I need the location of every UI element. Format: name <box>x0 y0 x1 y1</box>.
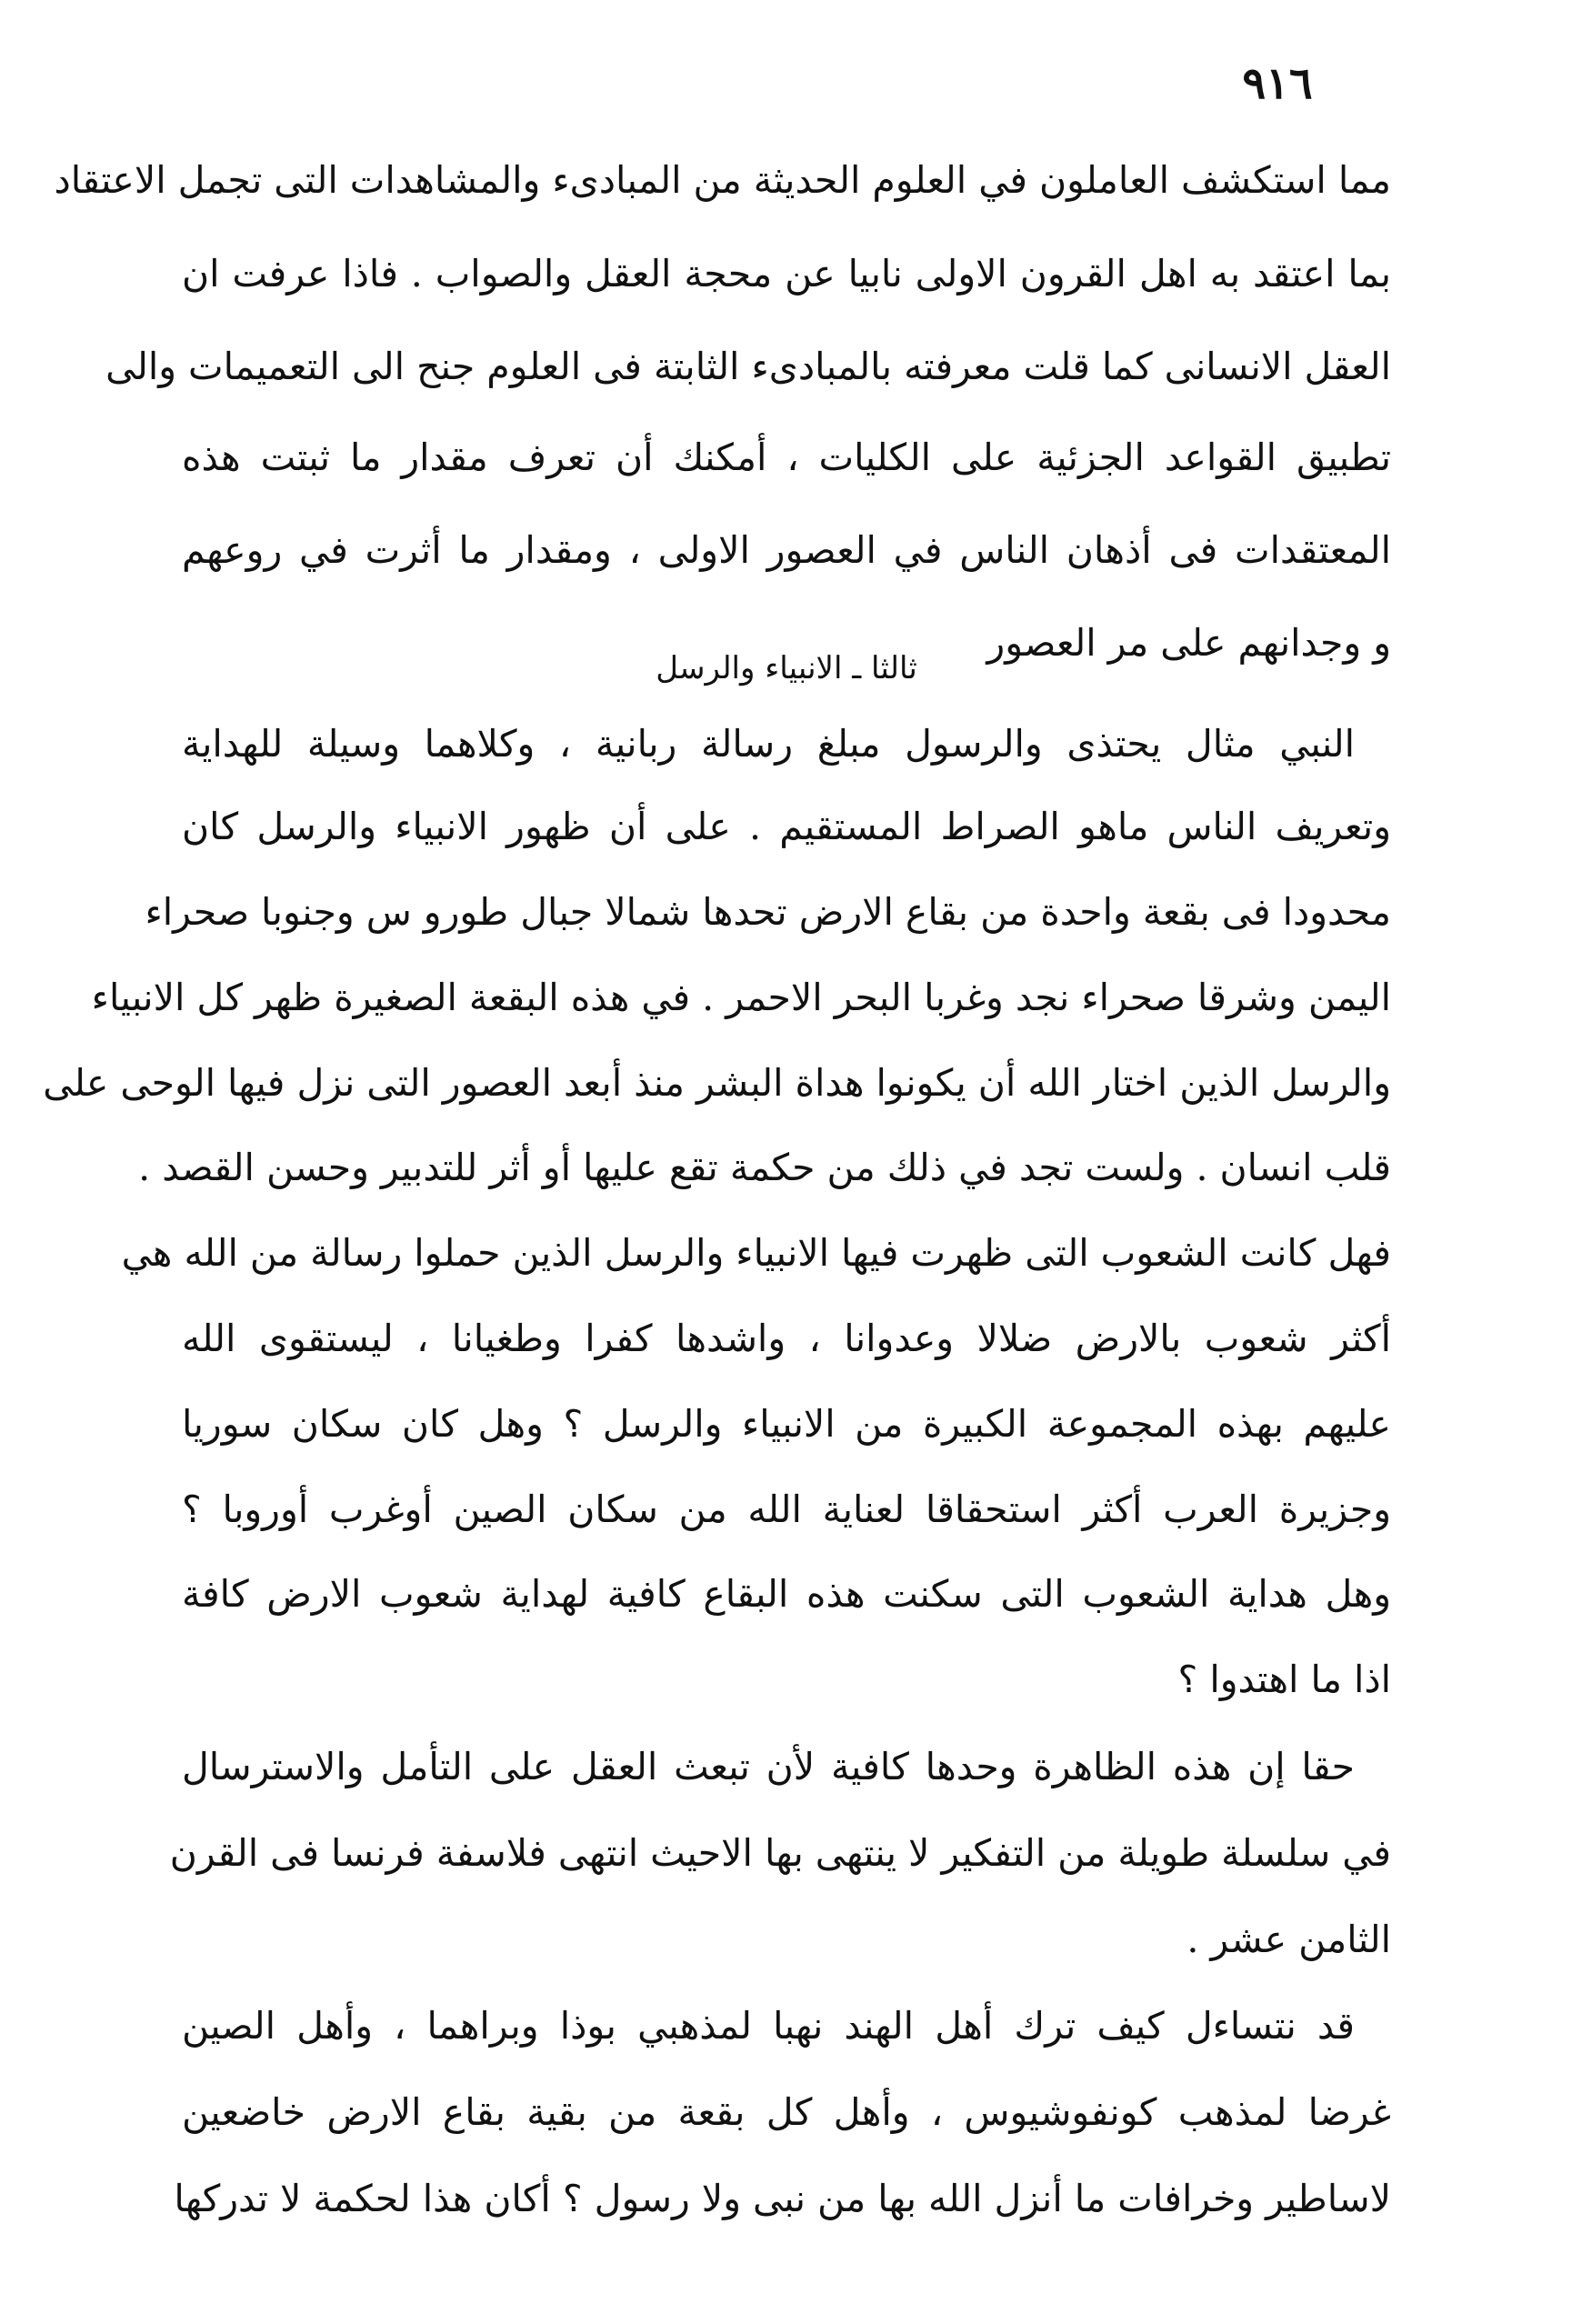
text-line: وجزيرة العرب أكثر استحقاقا لعناية الله من سكان الصين أوغرب أوروبا ؟ <box>182 1488 1391 1531</box>
text-line: قلب انسان . ولست تجد في ذلك من حكمة تقع عليها أو أثر للتدبير وحسن القصد . <box>138 1146 1391 1189</box>
text-line: العقل الانسانى كما قلت معرفته بالمبادىء الثابتة فى العلوم جنح الى التعميمات والى <box>105 345 1391 388</box>
text-line: و وجدانهم على مر العصور <box>986 621 1391 665</box>
text-line: لاساطير وخرافات ما أنزل الله بها من نبى ولا رسول ؟ أكان هذا لحكمة لا تدركها <box>174 2177 1391 2220</box>
text-line: تطبيق القواعد الجزئية على الكليات ، أمكنك أن تعرف مقدار ما ثبتت هذه <box>182 436 1391 479</box>
text-line: محدودا فى بقعة واحدة من بقاع الارض تحدها شمالا جبال طورو س وجنوبا صحراء <box>145 890 1391 934</box>
text-line: عليهم بهذه المجموعة الكبيرة من الانبياء والرسل ؟ وهل كان سكان سوريا <box>182 1402 1391 1446</box>
text-line: والرسل الذين اختار الله أن يكونوا هداة البشر منذ أبعد العصور التى نزل فيها الوحى على <box>43 1061 1391 1105</box>
text-line: الثامن عشر . <box>1186 1918 1391 1961</box>
text-line: وتعريف الناس ماهو الصراط المستقيم . على أن ظهور الانبياء والرسل كان <box>182 805 1391 848</box>
section-heading: ثالثا ـ الانبياء والرسل <box>656 650 917 686</box>
text-line: غرضا لمذهب كونفوشيوس ، وأهل كل بقعة من بقية بقاع الارض خاضعين <box>182 2090 1391 2134</box>
text-line: فهل كانت الشعوب التى ظهرت فيها الانبياء والرسل الذين حملوا رسالة من الله هي <box>121 1231 1391 1275</box>
text-line: وهل هداية الشعوب التى سكنت هذه البقاع كافية لهداية شعوب الارض كافة <box>182 1572 1391 1616</box>
text-line: في سلسلة طويلة من التفكير لا ينتهى بها الاحيث انتهى فلاسفة فرنسا فى القرن <box>169 1831 1391 1875</box>
text-line: قد نتساءل كيف ترك أهل الهند نهبا لمذهبي بوذا وبراهما ، وأهل الصين <box>182 2004 1355 2048</box>
page-number: ٩١٦ <box>1242 58 1313 109</box>
text-line: اليمن وشرقا صحراء نجد وغربا البحر الاحمر . في هذه البقعة الصغيرة ظهر كل الانبياء <box>91 976 1391 1019</box>
text-line: مما استكشف العاملون في العلوم الحديثة من المبادىء والمشاهدات التى تجمل الاعتقاد <box>54 158 1391 202</box>
text-line: المعتقدات فى أذهان الناس في العصور الاولى ، ومقدار ما أثرت في روعهم <box>182 528 1391 572</box>
text-line: النبي مثال يحتذى والرسول مبلغ رسالة ربانية ، وكلاهما وسيلة للهداية <box>182 722 1355 766</box>
text-line: حقا إن هذه الظاهرة وحدها كافية لأن تبعث العقل على التأمل والاسترسال <box>182 1745 1355 1788</box>
text-line: اذا ما اهتدوا ؟ <box>1177 1658 1391 1701</box>
text-line: بما اعتقد به اهل القرون الاولى نابيا عن محجة العقل والصواب . فاذا عرفت ان <box>182 252 1391 296</box>
text-line: أكثر شعوب بالارض ضلالا وعدوانا ، واشدها كفرا وطغيانا ، ليستقوى الله <box>182 1317 1391 1360</box>
